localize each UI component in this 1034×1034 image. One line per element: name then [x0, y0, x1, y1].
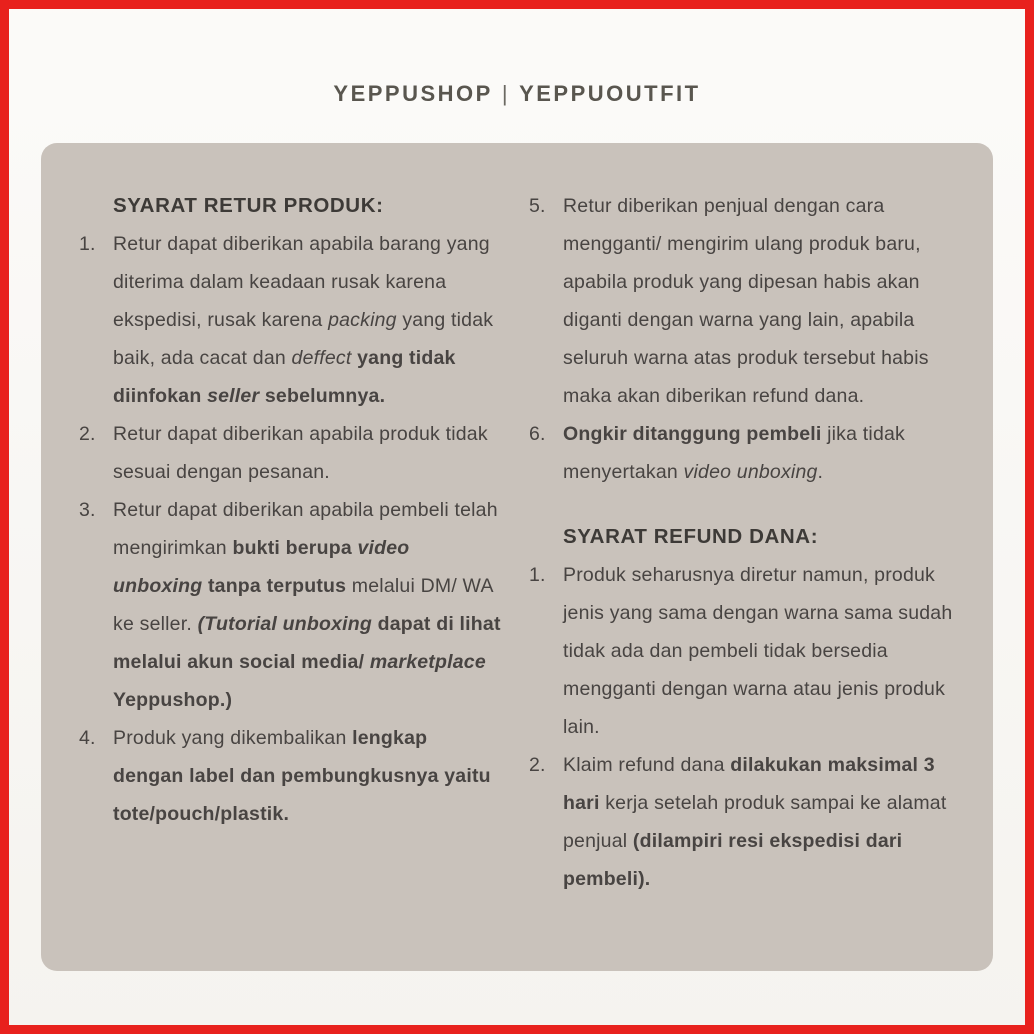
left-column: [79, 187, 503, 935]
item-text: Produk seharusnya diretur namun, produk jenis yang sama dengan warna sama sudah tidak ada dan pembeli tidak bersedia mengganti dengan warna atau jenis produk lain.: [563, 564, 953, 738]
section-heading: SYARAT RETUR PRODUK:: [113, 194, 384, 217]
item-number: 3.: [79, 499, 96, 521]
brand-left: YEPPUSHOP: [333, 81, 493, 106]
list-item: [79, 415, 503, 491]
item-text: Retur dapat diberikan apabila barang yang diterima dalam keadaan rusak karena ekspedisi, rusak karena packing yang tidak baik, ada cacat dan deffect yang tidak diinfokan seller sebelumnya.: [113, 233, 494, 407]
list-item: [79, 491, 503, 719]
list-item: [79, 225, 503, 415]
list-item: [529, 746, 953, 898]
item-text: Retur dapat diberikan apabila pembeli telah mengirimkan bukti berupa video unboxing tanpa terputus melalui DM/ WA ke seller. (Tutorial unboxing dapat di lihat melalui akun social media/ marketplace Yeppushop.): [113, 499, 501, 711]
list-item: [79, 719, 503, 833]
item-number: 2.: [79, 423, 96, 445]
list-item: [529, 556, 953, 746]
item-text: Retur diberikan penjual dengan cara mengganti/ mengirim ulang produk baru, apabila produk yang dipesan habis akan diganti dengan warna yang lain, apabila seluruh warna atas produk tersebut habis maka akan diberikan refund dana.: [563, 195, 929, 407]
item-text: Ongkir ditanggung pembeli jika tidak menyertakan video unboxing.: [563, 423, 905, 483]
brand-right: YEPPUOUTFIT: [519, 81, 701, 106]
item-number: 1.: [79, 233, 96, 255]
item-text: Klaim refund dana dilakukan maksimal 3 hari kerja setelah produk sampai ke alamat penjual (dilampiri resi ekspedisi dari pembeli).: [563, 754, 947, 890]
list-item: [529, 415, 953, 491]
item-number: 5.: [529, 195, 546, 217]
brand-header: [9, 81, 1025, 107]
page-background: [9, 9, 1025, 1025]
item-number: 2.: [529, 754, 546, 776]
item-number: 4.: [79, 727, 96, 749]
item-text: Produk yang dikembalikan lengkap dengan label dan pembungkusnya yaitu tote/pouch/plastik.: [113, 727, 491, 825]
brand-separator: |: [501, 81, 511, 106]
section-heading: SYARAT REFUND DANA:: [563, 525, 819, 548]
item-text: Retur dapat diberikan apabila produk tidak sesuai dengan pesanan.: [113, 423, 488, 483]
policy-card: [41, 143, 993, 971]
list-item: [529, 187, 953, 415]
item-number: 1.: [529, 564, 546, 586]
item-number: 6.: [529, 423, 546, 445]
right-column: [529, 187, 953, 935]
